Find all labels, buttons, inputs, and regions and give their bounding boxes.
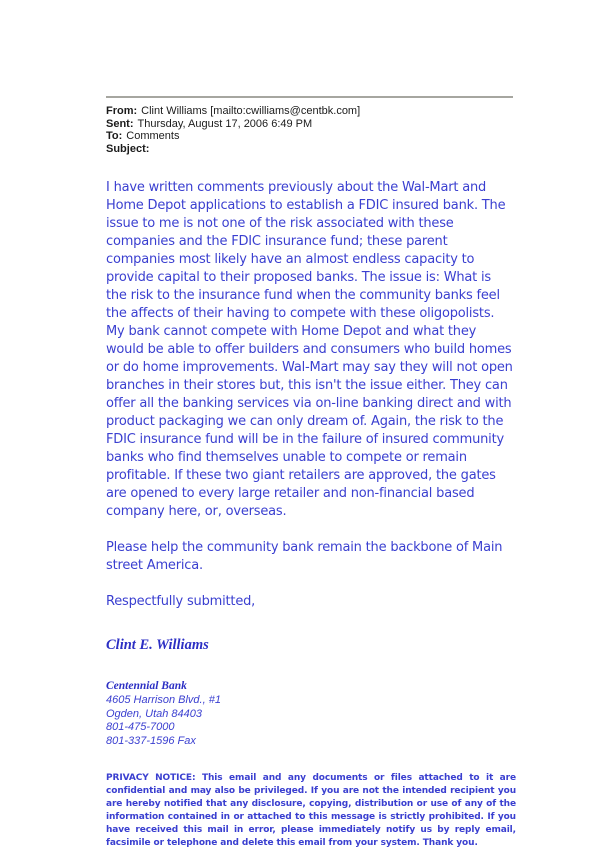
signature-block xyxy=(106,680,514,748)
header-to-row xyxy=(106,130,514,143)
signature-address-line2: Ogden, Utah 84403 xyxy=(106,707,203,720)
header-divider-line xyxy=(106,96,513,98)
header-subject-row xyxy=(106,143,514,156)
sent-value: Thursday, August 17, 2006 6:49 PM xyxy=(137,117,313,130)
signature-phone: 801-475-7000 xyxy=(106,721,175,733)
body-paragraph-2: Please help the community bank remain the backbone of Main street America. xyxy=(106,540,503,573)
sent-label: Sent: xyxy=(106,117,134,130)
subject-label: Subject: xyxy=(106,142,150,155)
signature-fax: 801-337-1596 Fax xyxy=(106,734,196,747)
email-body xyxy=(106,179,514,611)
signature-name: Clint E. Williams xyxy=(106,637,209,653)
header-sent-row xyxy=(106,118,514,131)
body-paragraph-1: I have written comments previously about the Wal-Mart and Home Depot applications to establish a FDIC insured bank. The issue to me is not one of the risk associated with these companies and the FDIC insurance fund; these parent companies most likely have an almost endless capacity to provide capital to their proposed banks. The issue is: What is the risk to the insurance fund when the community banks feel the affects of their having to compete with these oligopolists. My bank cannot compete with Home Depot and what they would be able to offer builders and consumers who build homes or do home improvements. Wal-Mart may say they will not open branches in their stores but, this isn't the issue either. They can offer all the banking services via on-line banking direct and with product packaging we can only dream of. Again, the risk to the FDIC insurance fund will be in the failure of insured community banks who find themselves unable to compete or remain profitable. If these two giant retailers are approved, the gates are opened to every large retailer and non-financial based company here, or, overseas. xyxy=(106,180,513,519)
signature-company: Centennial Bank xyxy=(106,680,187,692)
privacy-notice: PRIVACY NOTICE: This email and any documents or files attached to it are confidential and may also be privileged. If you are not the intended recipient you are hereby notified that any disclosure, copying, distribution or use of any of the information contained in or attached to this message is strictly prohibited. If you have received this mail in error, please immediately notify us by reply email, facsimile or telephone and delete this email from your system. Thank you. xyxy=(106,773,516,848)
to-label: To: xyxy=(106,130,123,142)
from-label: From: xyxy=(106,105,138,117)
email-content xyxy=(106,96,514,850)
to-value: Comments xyxy=(126,130,180,142)
header-from-row xyxy=(106,105,514,118)
body-closing: Respectfully submitted, xyxy=(106,594,256,609)
signature-address-line1: 4605 Harrison Blvd., #1 xyxy=(106,694,221,706)
email-header xyxy=(106,105,514,155)
from-value: Clint Williams [mailto:cwilliams@centbk.com] xyxy=(141,105,361,117)
